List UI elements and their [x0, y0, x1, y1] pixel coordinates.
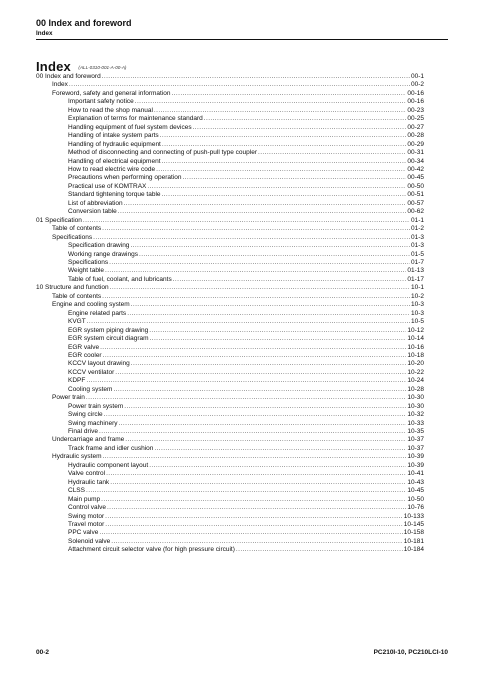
toc-entry-page: 00-16	[407, 98, 424, 106]
toc-entry-page: 00-50	[407, 182, 424, 190]
toc-entry-title: Undercarriage and frame	[52, 436, 125, 444]
toc-entry[interactable]	[36, 208, 424, 216]
toc-dot-leader	[102, 73, 410, 81]
toc-entry[interactable]	[36, 284, 424, 292]
toc-entry-title: Track frame and idler cushion	[68, 444, 154, 452]
toc-dot-leader	[86, 487, 406, 495]
toc-dot-leader	[149, 462, 406, 470]
toc-entry-page: 10-184	[403, 546, 424, 554]
toc-dot-leader	[119, 420, 407, 428]
toc-dot-leader	[93, 234, 410, 242]
toc-dot-leader	[162, 191, 407, 199]
toc-dot-leader	[101, 496, 406, 504]
toc-dot-leader	[118, 208, 407, 216]
footer-model: PC210I-10, PC210LCI-10	[373, 649, 448, 656]
toc-entry-title: Power train system	[68, 402, 124, 410]
toc-dot-leader	[69, 81, 410, 89]
toc-dot-leader	[105, 267, 406, 275]
toc-entry-title: Practical use of KOMTRAX	[68, 182, 147, 190]
toc-entry-title: Table of contents	[52, 292, 102, 300]
toc-dot-leader	[102, 453, 406, 461]
toc-entry-page: 10-181	[403, 537, 424, 545]
toc-entry-title: Solenoid valve	[68, 537, 111, 545]
toc-entry-page: 10-37	[407, 444, 424, 452]
toc-entry-page: 10-41	[407, 470, 424, 478]
toc-dot-leader	[236, 546, 403, 554]
toc-entry-page: 00-1	[410, 73, 424, 80]
toc-dot-leader	[103, 352, 407, 360]
toc-entry-title: How to read electric wire code	[68, 165, 156, 173]
toc-entry-title: EGR system piping drawing	[68, 326, 149, 334]
toc-entry-page: 01-17	[407, 275, 424, 283]
toc-entry-page: 10-1	[410, 284, 424, 292]
toc-entry-page: 10-2	[410, 292, 424, 300]
toc-entry-title: Working range drawings	[68, 250, 138, 258]
toc-entry[interactable]	[36, 428, 424, 436]
toc-entry-page: 10-76	[407, 504, 424, 512]
toc-dot-leader	[110, 479, 406, 487]
toc-entry-title: Hydraulic tank	[68, 478, 110, 486]
toc-dot-leader	[111, 538, 402, 546]
toc-dot-leader	[147, 183, 406, 191]
toc-entry-page: 00-57	[407, 199, 424, 207]
toc-entry-page: 01-3	[410, 242, 424, 250]
toc-entry-title: Hydraulic component layout	[68, 461, 149, 469]
toc-entry[interactable]	[36, 115, 424, 123]
toc-entry-page: 10-3	[410, 301, 424, 309]
toc-entry[interactable]	[36, 234, 424, 242]
toc-entry[interactable]	[36, 436, 424, 444]
toc-entry-title: Specifications	[52, 233, 93, 241]
toc-entry[interactable]	[36, 504, 424, 512]
table-of-contents	[36, 73, 424, 555]
toc-dot-leader	[113, 386, 406, 394]
toc-entry[interactable]	[36, 251, 424, 259]
toc-dot-leader	[156, 166, 406, 174]
toc-entry-page: 10-3	[410, 309, 424, 317]
toc-entry-title: Method of disconnecting and connecting of push-pull type coupler	[68, 149, 257, 157]
toc-dot-leader	[160, 132, 407, 140]
toc-entry-page: 00-34	[407, 157, 424, 165]
toc-entry[interactable]	[36, 462, 424, 470]
toc-entry[interactable]	[36, 276, 424, 284]
toc-entry-title: 10 Structure and function	[36, 284, 109, 292]
header-divider	[36, 39, 448, 40]
toc-entry-page: 00-51	[407, 191, 424, 199]
toc-entry[interactable]	[36, 377, 424, 385]
toc-entry[interactable]	[36, 487, 424, 495]
toc-entry[interactable]	[36, 352, 424, 360]
toc-entry[interactable]	[36, 107, 424, 115]
toc-entry[interactable]	[36, 267, 424, 275]
toc-entry-title: CLSS	[68, 487, 85, 495]
toc-dot-leader	[150, 335, 407, 343]
toc-entry-title: Handling of hydraulic equipment	[68, 140, 161, 148]
toc-dot-leader	[105, 513, 403, 521]
toc-entry-page: 00-45	[407, 174, 424, 182]
toc-entry-page: 00-31	[407, 149, 424, 157]
toc-entry-title: Swing machinery	[68, 419, 118, 427]
toc-entry-page: 00-16	[407, 89, 424, 97]
toc-dot-leader	[86, 377, 406, 385]
index-title: Index	[36, 59, 71, 74]
toc-entry-page: 00-42	[407, 165, 424, 173]
toc-dot-leader	[83, 217, 410, 225]
toc-dot-leader	[204, 115, 407, 123]
toc-dot-leader	[149, 327, 406, 335]
page-footer	[36, 649, 448, 656]
toc-entry-page: 01-3	[410, 233, 424, 241]
toc-dot-leader	[127, 310, 410, 318]
toc-entry-title: Hydraulic system	[52, 453, 102, 461]
footer-page-number: 00-2	[36, 649, 50, 656]
toc-dot-leader	[110, 284, 410, 292]
toc-entry[interactable]	[36, 217, 424, 225]
toc-dot-leader	[131, 301, 410, 309]
toc-dot-leader	[162, 141, 407, 149]
toc-entry[interactable]	[36, 318, 424, 326]
toc-entry[interactable]	[36, 158, 424, 166]
toc-entry-page: 10-133	[403, 512, 424, 520]
toc-entry[interactable]	[36, 386, 424, 394]
toc-entry-page: 01-13	[407, 267, 424, 275]
toc-dot-leader	[105, 521, 403, 529]
toc-entry-page: 10-28	[407, 385, 424, 393]
toc-entry-page: 10-16	[407, 343, 424, 351]
toc-entry-page: 10-45	[407, 487, 424, 495]
toc-dot-leader	[107, 504, 406, 512]
toc-entry[interactable]	[36, 546, 424, 554]
toc-entry-title: Specifications	[68, 258, 109, 266]
toc-dot-leader	[106, 470, 406, 478]
toc-entry-title: KCCV ventilator	[68, 368, 115, 376]
toc-entry-page: 00-27	[407, 123, 424, 131]
toc-dot-leader	[135, 98, 407, 106]
toc-entry[interactable]	[36, 335, 424, 343]
toc-entry[interactable]	[36, 470, 424, 478]
toc-entry-page: 10-43	[407, 478, 424, 486]
toc-entry-title: Final drive	[68, 428, 98, 436]
toc-entry-page: 10-22	[407, 368, 424, 376]
toc-entry-title: Standard tightening torque table	[68, 191, 161, 199]
toc-entry-page: 00-23	[407, 106, 424, 114]
toc-entry-page: 10-24	[407, 377, 424, 385]
toc-entry-page: 10-37	[407, 436, 424, 444]
toc-entry-title: Swing circle	[68, 411, 103, 419]
toc-dot-leader	[154, 107, 406, 115]
toc-dot-leader	[125, 436, 406, 444]
toc-entry-title: EGR system circuit diagram	[68, 335, 149, 343]
toc-entry-page: 10-5	[410, 318, 424, 326]
toc-entry[interactable]	[36, 81, 424, 89]
toc-entry[interactable]	[36, 521, 424, 529]
toc-entry-page: 10-50	[407, 495, 424, 503]
toc-dot-leader	[87, 318, 410, 326]
toc-entry-title: EGR valve	[68, 343, 100, 351]
toc-entry[interactable]	[36, 259, 424, 267]
toc-entry-title: Cooling system	[68, 385, 113, 393]
toc-entry-page: 10-35	[407, 428, 424, 436]
toc-entry[interactable]	[36, 369, 424, 377]
toc-entry[interactable]	[36, 98, 424, 106]
toc-entry-title: KDPF	[68, 377, 86, 385]
toc-entry[interactable]	[36, 174, 424, 182]
toc-entry-title: Travel motor	[68, 521, 105, 529]
toc-entry-page: 10-158	[403, 529, 424, 537]
toc-entry[interactable]	[36, 191, 424, 199]
toc-entry[interactable]	[36, 225, 424, 233]
toc-entry[interactable]	[36, 200, 424, 208]
toc-entry-title: EGR cooler	[68, 351, 102, 359]
toc-entry-title: Valve control	[68, 470, 106, 478]
toc-entry[interactable]	[36, 496, 424, 504]
toc-entry-page: 10-39	[407, 461, 424, 469]
toc-dot-leader	[124, 200, 407, 208]
toc-entry-title: Weight table	[68, 267, 105, 275]
toc-dot-leader	[102, 293, 410, 301]
toc-dot-leader	[258, 149, 406, 157]
toc-entry-page: 10-30	[407, 394, 424, 402]
toc-entry-title: 00 Index and foreword	[36, 73, 101, 80]
toc-entry-title: Foreword, safety and general information	[52, 89, 171, 97]
toc-dot-leader	[99, 428, 406, 436]
toc-entry-title: How to read the shop manual	[68, 106, 153, 114]
toc-entry-page: 01-2	[410, 225, 424, 233]
toc-entry-title: KVGT	[68, 318, 86, 326]
toc-dot-leader	[86, 394, 407, 402]
toc-entry[interactable]	[36, 90, 424, 98]
toc-entry[interactable]	[36, 479, 424, 487]
toc-entry-title: Engine related parts	[68, 309, 127, 317]
toc-entry-page: 01-5	[410, 250, 424, 258]
index-code: (ALL-0310-001-A-00-A)	[78, 65, 127, 70]
toc-entry[interactable]	[36, 445, 424, 453]
toc-entry-title: Specification drawing	[68, 242, 130, 250]
section-subtitle: Index	[36, 30, 53, 37]
toc-entry-page: 10-145	[403, 521, 424, 529]
toc-entry-page: 00-25	[407, 115, 424, 123]
toc-entry-title: Explanation of terms for maintenance standard	[68, 115, 203, 123]
toc-entry-page: 01-1	[410, 216, 424, 224]
toc-entry[interactable]	[36, 183, 424, 191]
toc-entry-title: Attachment circuit selector valve (for high pressure circuit)	[68, 546, 235, 554]
toc-entry-title: 01 Specification	[36, 216, 82, 224]
toc-entry-page: 10-14	[407, 335, 424, 343]
toc-entry-title: Swing motor	[68, 512, 105, 520]
toc-entry-page: 10-39	[407, 453, 424, 461]
toc-entry-page: 10-20	[407, 360, 424, 368]
toc-entry[interactable]	[36, 293, 424, 301]
toc-entry[interactable]	[36, 513, 424, 521]
page-header	[36, 18, 448, 40]
toc-entry-page: 00-2	[410, 81, 424, 89]
toc-dot-leader	[182, 174, 406, 182]
toc-entry[interactable]	[36, 403, 424, 411]
toc-entry[interactable]	[36, 360, 424, 368]
toc-dot-leader	[102, 225, 410, 233]
toc-entry[interactable]	[36, 529, 424, 537]
toc-dot-leader	[193, 124, 407, 132]
toc-entry[interactable]	[36, 394, 424, 402]
toc-dot-leader	[124, 403, 406, 411]
toc-dot-leader	[172, 90, 407, 98]
toc-entry-title: Handling of intake system parts	[68, 132, 159, 140]
toc-entry[interactable]	[36, 310, 424, 318]
toc-entry[interactable]	[36, 411, 424, 419]
toc-dot-leader	[131, 360, 407, 368]
toc-entry-title: KCCV layout drawing	[68, 360, 130, 368]
toc-dot-leader	[104, 411, 407, 419]
chapter-title: 00 Index and foreword	[36, 18, 132, 28]
toc-entry-title: Control valve	[68, 504, 106, 512]
toc-entry[interactable]	[36, 149, 424, 157]
toc-dot-leader	[139, 251, 410, 259]
toc-entry[interactable]	[36, 327, 424, 335]
toc-dot-leader	[99, 529, 402, 537]
toc-entry-page: 01-7	[410, 258, 424, 266]
toc-entry[interactable]	[36, 301, 424, 309]
toc-entry-page: 10-30	[407, 402, 424, 410]
toc-entry-title: Table of fuel, coolant, and lubricants	[68, 275, 172, 283]
toc-entry-title: PPC valve	[68, 529, 99, 537]
toc-entry-page: 10-32	[407, 411, 424, 419]
toc-entry[interactable]	[36, 453, 424, 461]
toc-entry[interactable]	[36, 132, 424, 140]
toc-entry[interactable]	[36, 538, 424, 546]
toc-entry[interactable]	[36, 242, 424, 250]
toc-dot-leader	[130, 242, 410, 250]
toc-entry-title: Important safety notice	[68, 98, 134, 106]
toc-entry[interactable]	[36, 420, 424, 428]
toc-entry[interactable]	[36, 73, 424, 81]
toc-entry-title: Conversion table	[68, 208, 117, 216]
toc-entry-page: 10-18	[407, 351, 424, 359]
toc-dot-leader	[115, 369, 406, 377]
toc-entry-title: Precautions when performing operation	[68, 174, 182, 182]
toc-dot-leader	[100, 344, 406, 352]
toc-dot-leader	[154, 445, 406, 453]
toc-entry-title: Table of contents	[52, 225, 102, 233]
toc-entry-page: 10-33	[407, 419, 424, 427]
toc-entry-page: 00-28	[407, 132, 424, 140]
toc-entry[interactable]	[36, 344, 424, 352]
toc-entry[interactable]	[36, 166, 424, 174]
toc-entry-title: Index	[52, 81, 68, 89]
toc-entry-title: Handling of electrical equipment	[68, 157, 161, 165]
toc-dot-leader	[109, 259, 410, 267]
toc-entry-title: Handling equipment of fuel system devices	[68, 123, 192, 131]
toc-entry-title: Power train	[52, 394, 85, 402]
toc-entry[interactable]	[36, 124, 424, 132]
toc-entry-page: 00-29	[407, 140, 424, 148]
toc-dot-leader	[162, 158, 407, 166]
toc-entry-title: Engine and cooling system	[52, 301, 130, 309]
toc-entry[interactable]	[36, 141, 424, 149]
toc-entry-title: List of abbreviation	[68, 199, 123, 207]
toc-entry-page: 00-62	[407, 208, 424, 216]
toc-entry-page: 10-12	[407, 326, 424, 334]
toc-dot-leader	[173, 276, 407, 284]
toc-entry-title: Main pump	[68, 495, 101, 503]
